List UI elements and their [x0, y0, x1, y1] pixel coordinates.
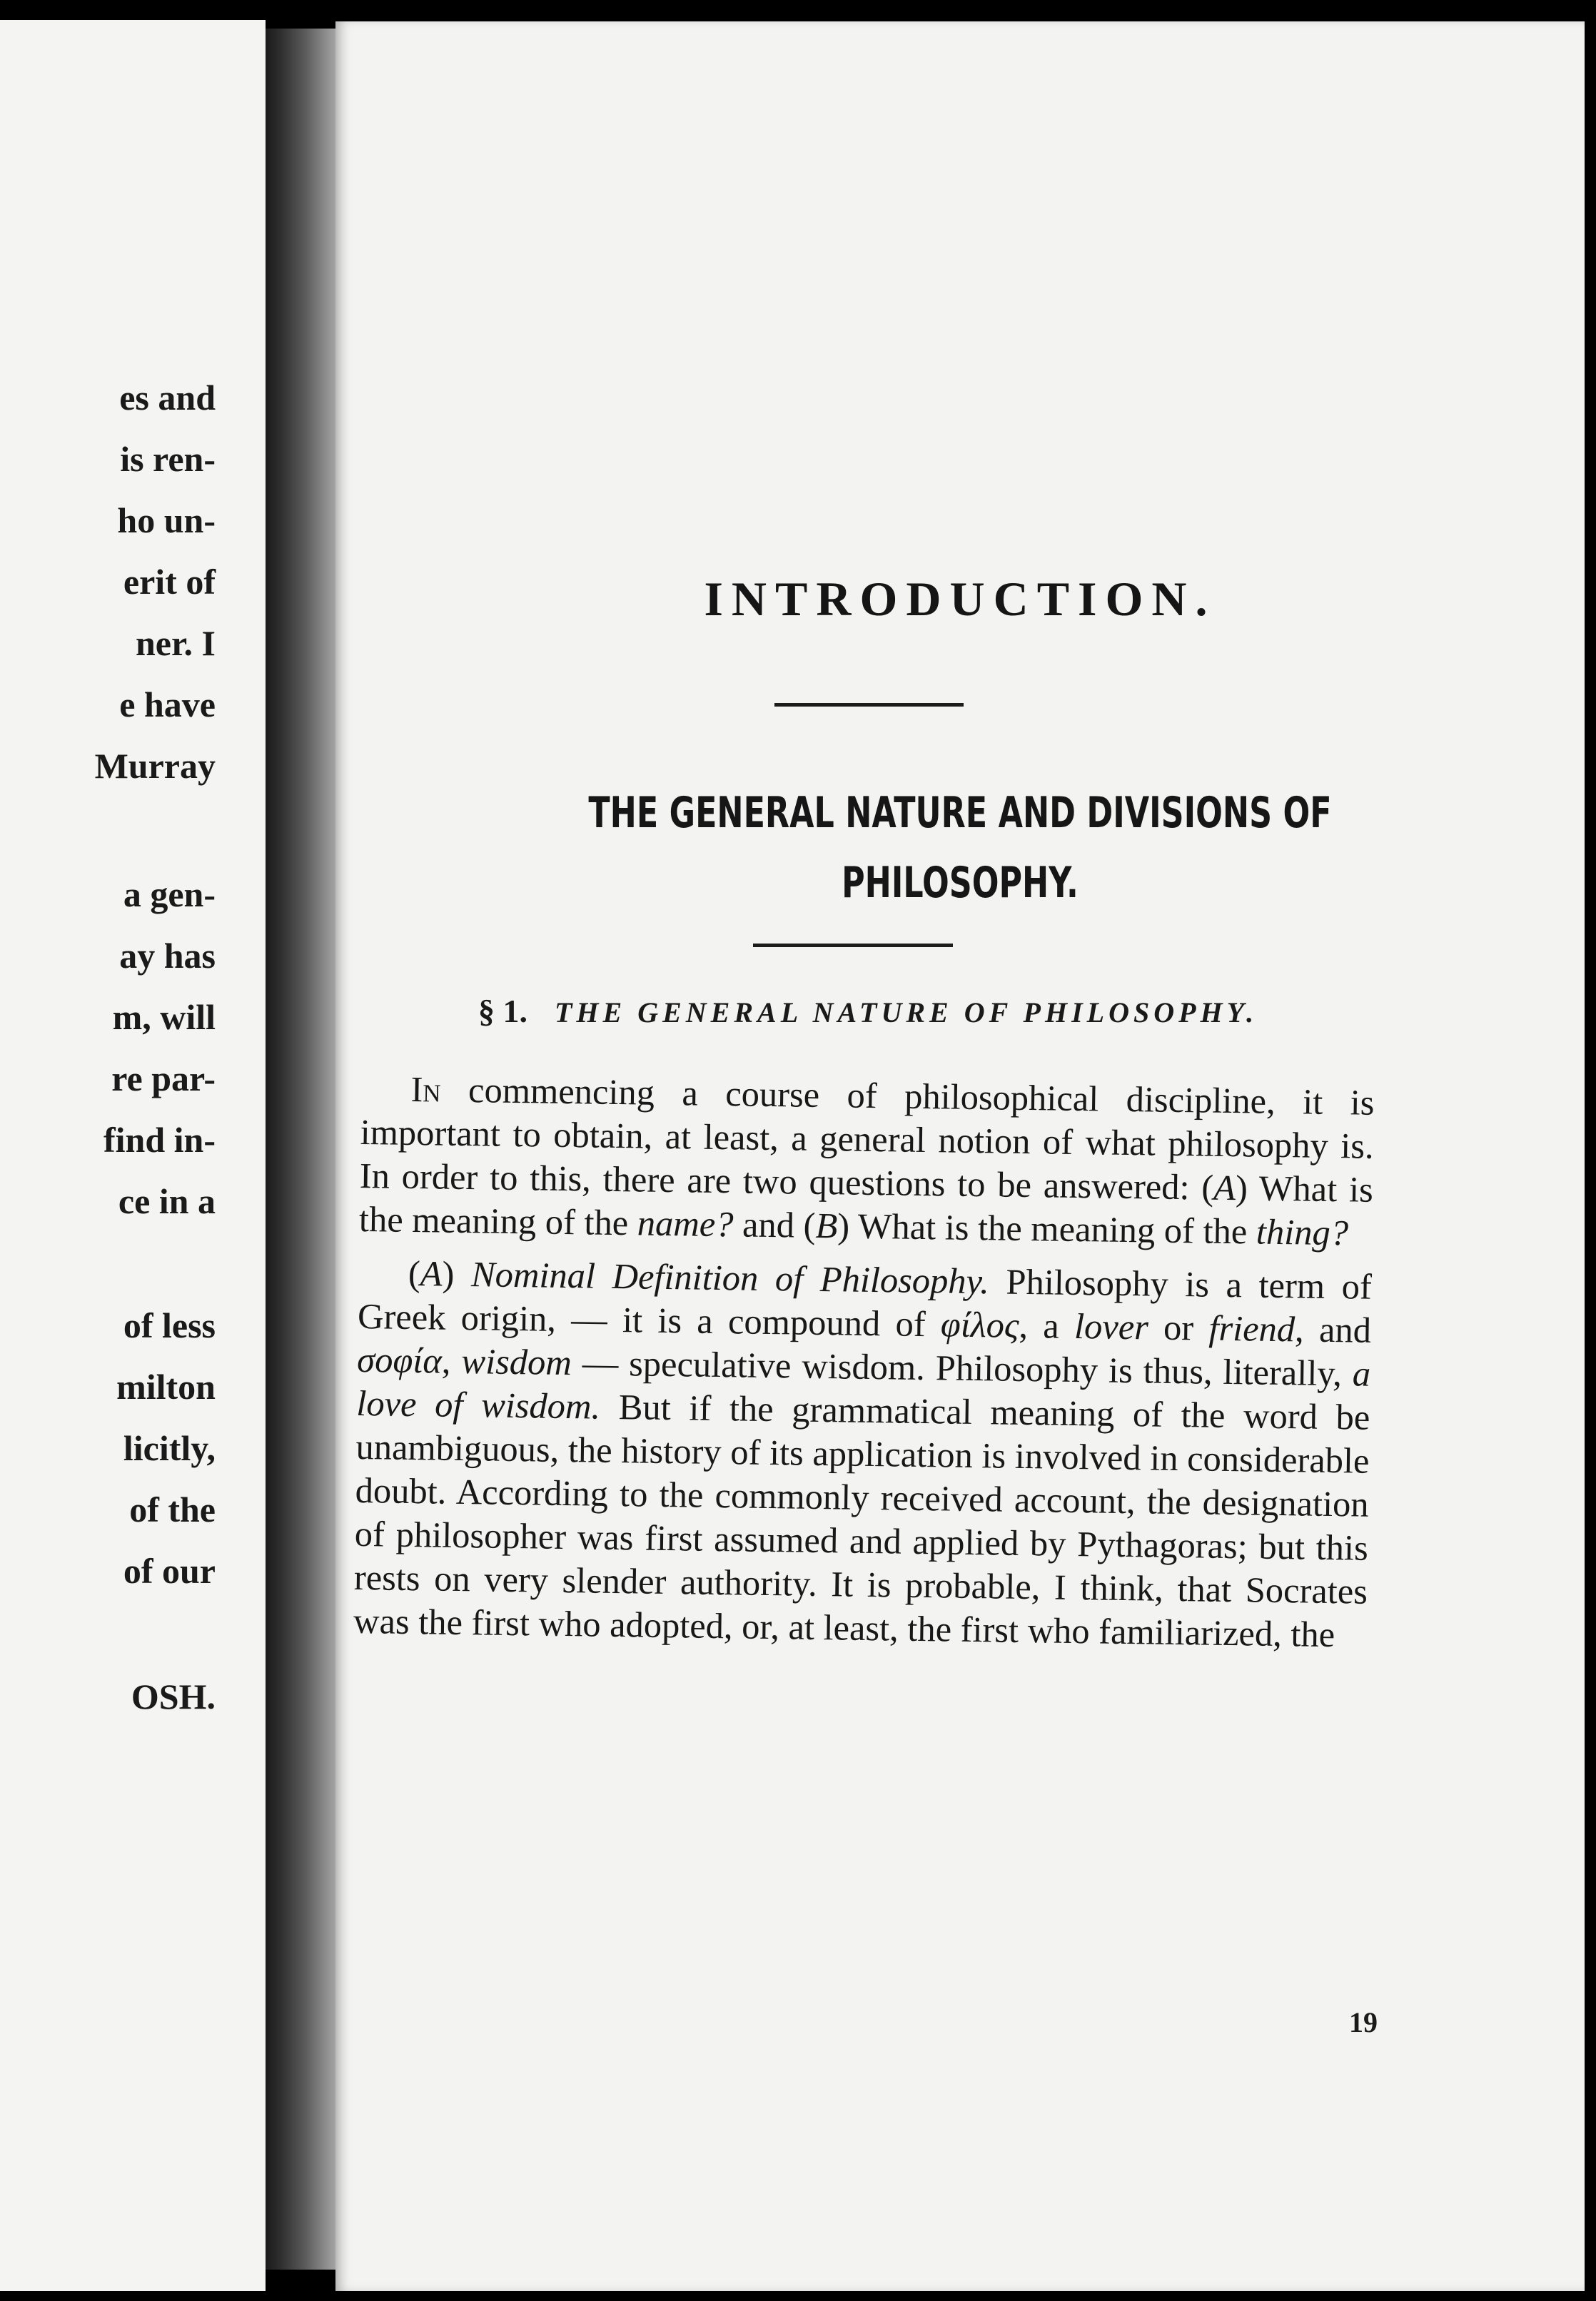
- p2-friend: friend: [1208, 1308, 1296, 1350]
- section-title: [498, 778, 1423, 918]
- p2-love-of-wisdom: a love of wisdom.: [356, 1353, 1371, 1427]
- p1-lead: In: [410, 1068, 442, 1110]
- left-page-fragment: es and: [119, 378, 216, 418]
- left-page-fragment: ho un-: [117, 500, 216, 540]
- right-page: [335, 21, 1585, 2291]
- p2-text-8: — speculative wisdom. Philosophy is thus, literally,: [571, 1342, 1353, 1394]
- p2-label-a: A: [420, 1253, 443, 1294]
- p1-text-2: ) What is the meaning of the: [358, 1168, 1374, 1243]
- left-page-fragment: ay has: [119, 936, 216, 976]
- p1-name: name?: [637, 1203, 734, 1245]
- left-page-fragment: find in-: [103, 1120, 216, 1160]
- left-page-fragment: of the: [129, 1490, 216, 1529]
- section-title-line1: THE GENERAL NATURE AND DIVISIONS OF: [588, 788, 1332, 838]
- title-rule: [774, 703, 964, 707]
- p1-text-1: commencing a course of philosophical discipline, it is important to obtain, at least, a general notion of what philosophy is. In order to this, there are two questions to be answered: (: [359, 1069, 1375, 1208]
- chapter-title: INTRODUCTION.: [704, 572, 1216, 626]
- p1-text-3: and (: [733, 1204, 816, 1245]
- left-page-fragment: OSH.: [131, 1677, 216, 1716]
- page-number: 19: [1349, 2006, 1378, 2038]
- p2-lover: lover: [1074, 1305, 1149, 1347]
- section-title-line2: PHILOSOPHY.: [842, 858, 1079, 908]
- subsection-heading: [478, 992, 1442, 1030]
- left-page-fragment: erit of: [123, 562, 216, 602]
- p2-text-3: Philosophy is a term of Greek origin, — it is a compound of: [357, 1261, 1373, 1345]
- left-page-fragment: re par-: [111, 1058, 216, 1098]
- left-page-fragment: licitly,: [123, 1428, 216, 1468]
- p2-text-1: (: [408, 1253, 421, 1294]
- left-page-fragment: a gen-: [123, 874, 216, 914]
- p2-text-7: ,: [441, 1340, 462, 1381]
- section-rule: [753, 944, 953, 947]
- p1-label-b: B: [815, 1205, 838, 1246]
- p2-text-9: But if the grammatical meaning of the word be unambiguous, the history of its application is involved in considerable doubt. According to the commonly received account, the designation of philosopher was first assumed and applied by Pythagoras; but this rests on very slender authority. It is probable, I think, that Socrates was the first who adopted, or, at least, the first who familiarized, the: [353, 1386, 1370, 1655]
- left-page-fragment: ner. I: [135, 623, 216, 663]
- left-page-fragment: e have: [119, 684, 216, 724]
- p2-text-2: ): [442, 1253, 472, 1295]
- left-page-fragment: is ren-: [120, 439, 216, 479]
- left-page-fragment: of less: [123, 1305, 216, 1345]
- paragraph-1: [359, 1067, 1375, 1255]
- left-page-fragment: ce in a: [118, 1181, 216, 1221]
- p1-label-a: A: [1213, 1167, 1236, 1208]
- body-text: [353, 1067, 1375, 1657]
- p1-text-4: ) What is the meaning of the: [837, 1205, 1257, 1252]
- p2-greek-sophia: σοφία: [356, 1339, 443, 1381]
- p2-text-4: , a: [1019, 1305, 1075, 1346]
- subsection-number: § 1.: [478, 993, 527, 1029]
- subsection-name: THE GENERAL NATURE OF PHILOSOPHY.: [555, 996, 1258, 1028]
- p2-heading: Nominal Definition of Philosophy.: [470, 1254, 990, 1302]
- book-spine: [266, 29, 344, 2270]
- left-page: [0, 20, 266, 2291]
- left-page-fragment: Murray: [94, 746, 216, 786]
- paragraph-2: [353, 1251, 1373, 1657]
- p2-greek-philos: φίλος: [940, 1304, 1019, 1345]
- p2-wisdom: wisdom: [461, 1341, 572, 1383]
- left-page-fragment: m, will: [112, 997, 216, 1037]
- page-content: [335, 21, 1585, 2291]
- p2-text-5: or: [1148, 1307, 1209, 1348]
- left-page-fragment: of our: [123, 1551, 216, 1591]
- p1-thing: thing?: [1256, 1211, 1349, 1253]
- p2-text-6: , and: [1294, 1309, 1372, 1350]
- left-page-fragment: milton: [116, 1367, 216, 1407]
